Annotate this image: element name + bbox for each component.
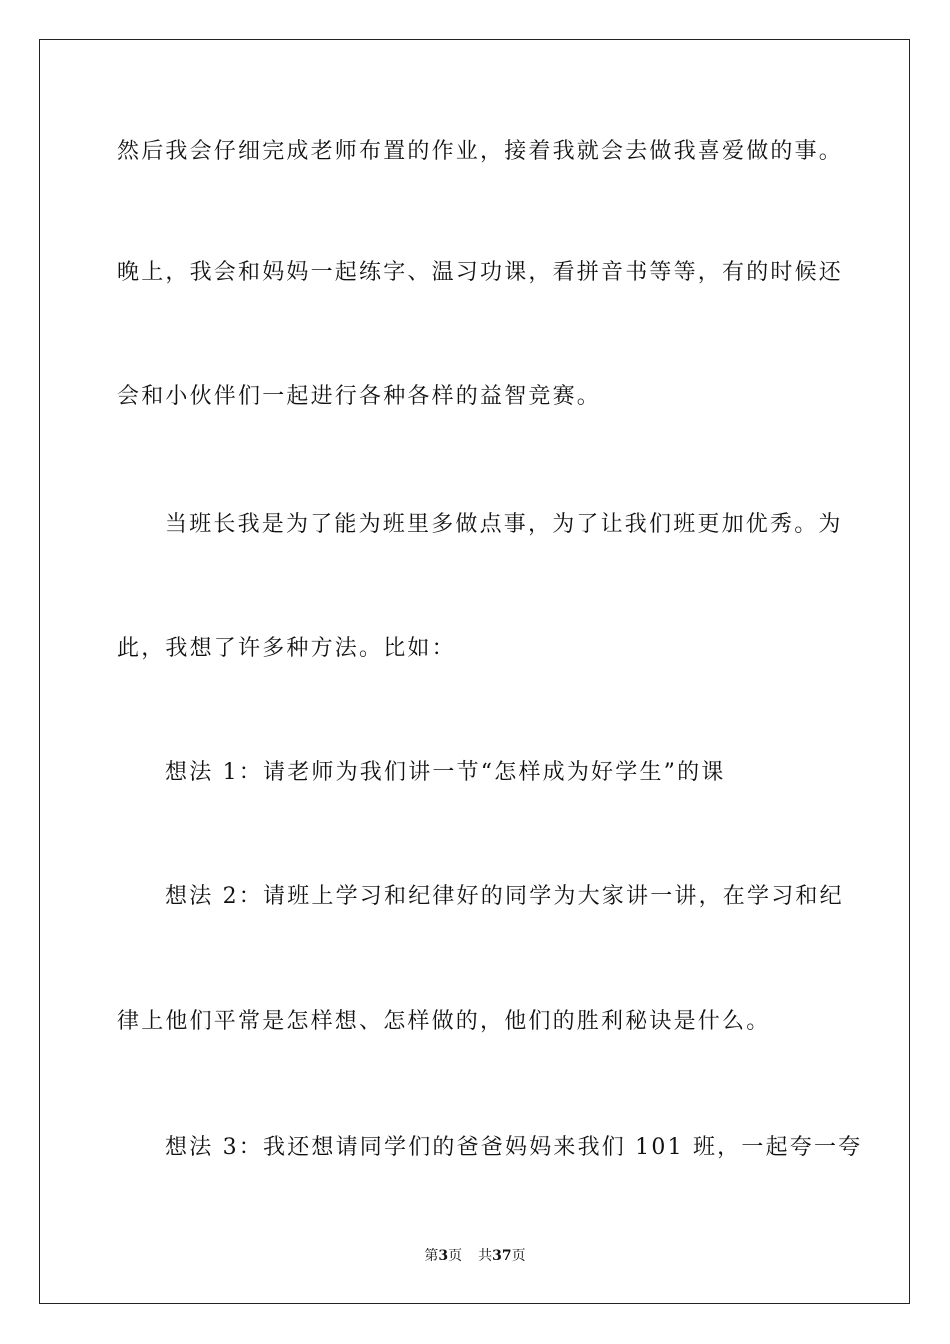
text-line-4: 当班长我是为了能为班里多做点事，为了让我们班更加优秀。为 bbox=[165, 512, 843, 537]
text-line-7: 想法 2：请班上学习和纪律好的同学为大家讲一讲，在学习和纪 bbox=[165, 884, 844, 909]
footer-total-suffix: 页 bbox=[511, 1248, 526, 1264]
footer-total-prefix: 共 bbox=[478, 1248, 493, 1264]
text-line-9: 想法 3：我还想请同学们的爸爸妈妈来我们 101 班，一起夸一夸 bbox=[165, 1135, 863, 1160]
text-line-8: 律上他们平常是怎样想、怎样做的，他们的胜利秘诀是什么。 bbox=[117, 1009, 771, 1034]
page-border bbox=[39, 39, 910, 1304]
footer-page-prefix: 第 bbox=[424, 1248, 439, 1264]
text-line-1: 然后我会仔细完成老师布置的作业，接着我就会去做我喜爱做的事。 bbox=[117, 139, 844, 164]
page-footer bbox=[0, 1246, 950, 1266]
text-line-5: 此，我想了许多种方法。比如： bbox=[117, 636, 456, 661]
text-line-6: 想法 1：请老师为我们讲一节“怎样成为好学生”的课 bbox=[165, 760, 726, 785]
footer-page-number: 3 bbox=[438, 1248, 449, 1264]
text-line-3: 会和小伙伴们一起进行各种各样的益智竞赛。 bbox=[117, 384, 602, 409]
footer-page-suffix: 页 bbox=[448, 1248, 463, 1264]
text-line-2: 晚上，我会和妈妈一起练字、温习功课，看拼音书等等，有的时候还 bbox=[117, 260, 844, 285]
footer-total-pages: 37 bbox=[492, 1248, 512, 1264]
